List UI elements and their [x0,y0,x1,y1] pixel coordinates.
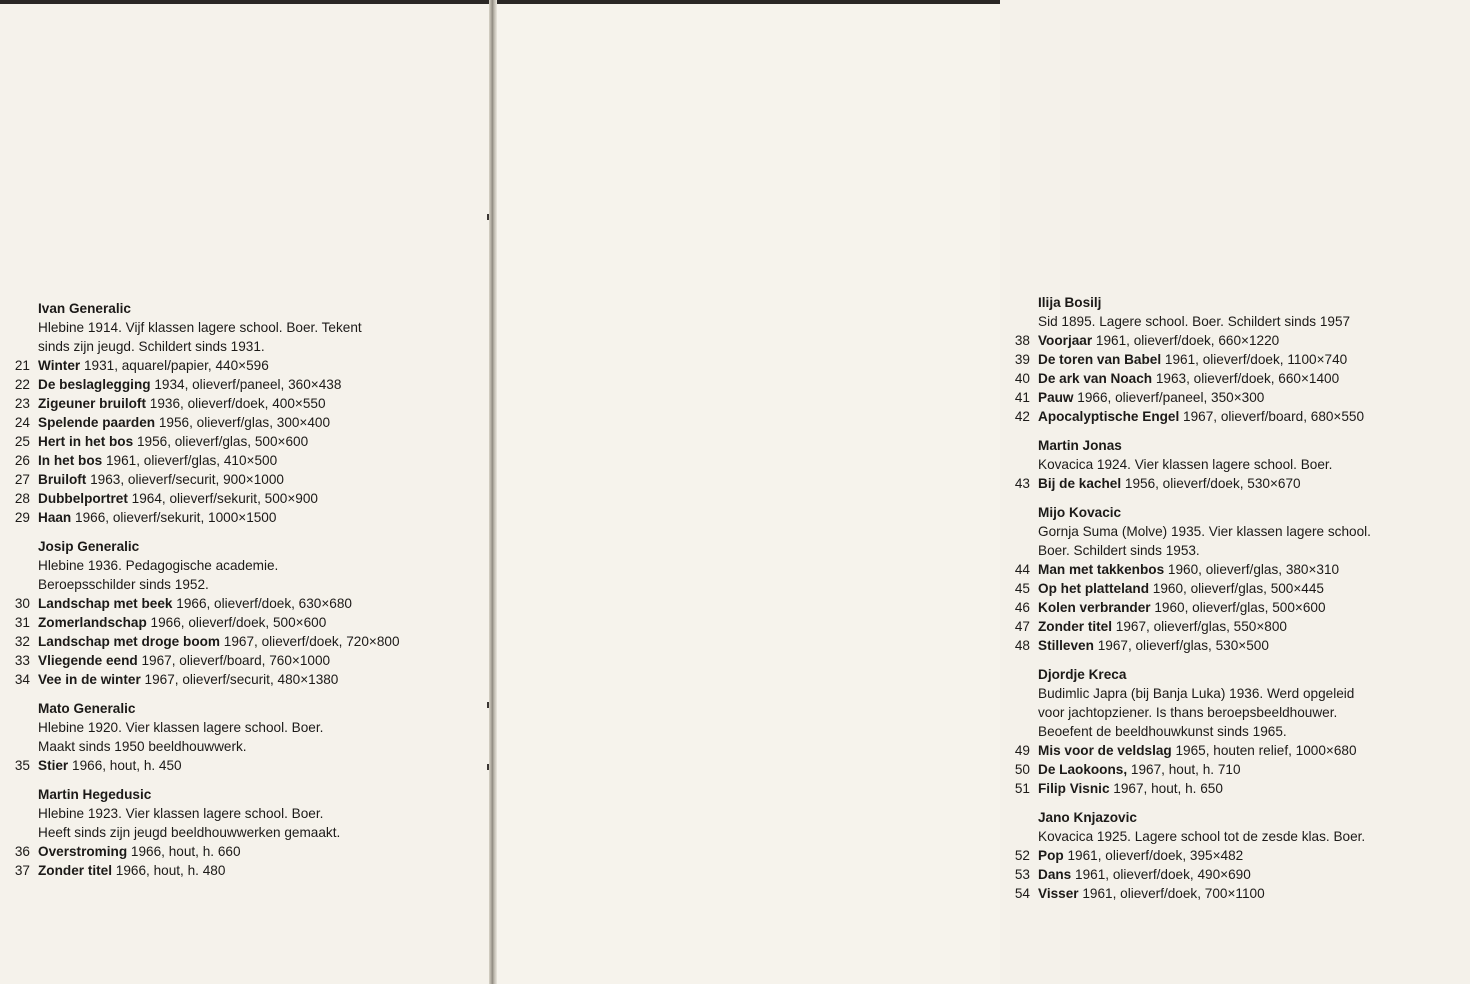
artist-bio: Kovacica 1924. Vier klassen lagere school. Boer. [1038,457,1333,472]
work-details: 1961, olieverf/doek, 700×1100 [1078,886,1265,901]
work-number: 44 [1014,562,1030,577]
artist-name: Ivan Generalic [38,301,131,316]
work-title: Zomerlandschap [38,615,147,630]
work-title: Man met takkenbos [1038,562,1165,577]
work-number: 34 [14,672,30,687]
work-number: 25 [14,434,30,449]
work-title: Stier [38,758,69,773]
artist-name: Djordje Kreca [1038,667,1127,682]
binding-mark [487,214,489,220]
work-title: Stilleven [1038,638,1094,653]
work-title: De ark van Noach [1038,371,1153,386]
binding-mark [487,702,489,708]
artist-name: Mato Generalic [38,701,136,716]
work-title: Hert in het bos [38,434,134,449]
artist-section [1000,503,1470,655]
artist-section [0,699,470,775]
work-number: 49 [1014,743,1030,758]
work-title: Zigeuner bruiloft [38,396,146,411]
work-details: 1934, olieverf/paneel, 360×438 [150,377,342,392]
work-number: 33 [14,653,30,668]
work-details: 1963, olieverf/securit, 900×1000 [86,472,284,487]
work-number: 48 [1014,638,1030,653]
work-entry [0,861,470,880]
work-details: 1936, olieverf/doek, 400×550 [146,396,326,411]
artist-bio: Hlebine 1923. Vier klassen lagere school. Boer. Heeft sinds zijn jeugd beeldhouwwerken gemaakt. [38,806,341,840]
work-entry [1000,579,1470,598]
left-catalog-column [0,299,470,890]
work-details: 1965, houten relief, 1000×680 [1171,743,1357,758]
work-number: 38 [1014,333,1030,348]
work-details: 1966, olieverf/paneel, 350×300 [1073,390,1265,405]
work-title: Filip Visnic [1038,781,1110,796]
work-entry [1000,846,1470,865]
work-number: 26 [14,453,30,468]
work-number: 42 [1014,409,1030,424]
work-entry [0,632,470,651]
work-title: Op het platteland [1038,581,1150,596]
work-number: 23 [14,396,30,411]
work-details: 1967, olieverf/securit, 480×1380 [140,672,339,687]
work-title: Landschap met droge boom [38,634,221,649]
work-title: Winter [38,358,81,373]
artist-name: Josip Generalic [38,539,140,554]
artist-name: Jano Knjazovic [1038,810,1137,825]
work-entry [1000,598,1470,617]
work-details: 1966, hout, h. 450 [68,758,182,773]
work-number: 24 [14,415,30,430]
work-details: 1963, olieverf/doek, 660×1400 [1152,371,1340,386]
work-number: 40 [1014,371,1030,386]
work-title: Vee in de winter [38,672,141,687]
work-number: 27 [14,472,30,487]
work-number: 37 [14,863,30,878]
work-details: 1966, olieverf/doek, 630×680 [172,596,352,611]
work-title: De Laokoons, [1038,762,1128,777]
work-title: Zonder titel [1038,619,1113,634]
work-details: 1961, olieverf/glas, 410×500 [102,453,278,468]
work-number: 45 [1014,581,1030,596]
work-number: 30 [14,596,30,611]
work-details: 1956, olieverf/doek, 530×670 [1121,476,1301,491]
work-details: 1960, olieverf/glas, 500×445 [1149,581,1324,596]
work-details: 1967, olieverf/glas, 550×800 [1112,619,1287,634]
work-title: Spelende paarden [38,415,156,430]
artist-bio: Kovacica 1925. Lagere school tot de zesde klas. Boer. [1038,829,1366,844]
work-title: Pop [1038,848,1064,863]
work-entry [1000,474,1470,493]
artist-name: Martin Hegedusic [38,787,152,802]
work-number: 36 [14,844,30,859]
work-entry [0,451,470,470]
work-number: 28 [14,491,30,506]
work-details: 1967, hout, h. 650 [1109,781,1223,796]
work-title: Visser [1038,886,1079,901]
work-title: Zonder titel [38,863,113,878]
work-number: 51 [1014,781,1030,796]
work-title: In het bos [38,453,103,468]
work-details: 1961, olieverf/doek, 490×690 [1071,867,1251,882]
book-gutter [489,0,497,984]
work-details: 1967, olieverf/glas, 530×500 [1093,638,1269,653]
work-entry [0,413,470,432]
right-page [495,4,1371,984]
work-details: 1967, olieverf/doek, 720×800 [220,634,400,649]
work-entry [1000,407,1470,426]
work-number: 35 [14,758,30,773]
work-details: 1961, olieverf/doek, 1100×740 [1161,352,1348,367]
work-title: Pauw [1038,390,1074,405]
work-entry [1000,331,1470,350]
work-title: Vliegende eend [38,653,138,668]
artist-name: Mijo Kovacic [1038,505,1122,520]
work-number: 31 [14,615,30,630]
work-entry [0,356,470,375]
work-entry [0,613,470,632]
artist-bio: Sid 1895. Lagere school. Boer. Schildert sinds 1957 [1038,314,1351,329]
work-title: Apocalyptische Engel [1038,409,1180,424]
work-title: Overstroming [38,844,128,859]
work-title: De beslaglegging [38,377,151,392]
artist-section [1000,293,1470,426]
work-title: Kolen verbrander [1038,600,1151,615]
work-entry [1000,369,1470,388]
work-details: 1967, hout, h. 710 [1127,762,1241,777]
work-entry [0,470,470,489]
work-entry [1000,760,1470,779]
work-details: 1964, olieverf/sekurit, 500×900 [127,491,318,506]
work-details: 1960, olieverf/glas, 380×310 [1164,562,1340,577]
work-details: 1966, olieverf/doek, 500×600 [146,615,327,630]
work-entry [1000,636,1470,655]
artist-name: Ilija Bosilj [1038,295,1102,310]
work-title: Bruiloft [38,472,87,487]
work-number: 53 [1014,867,1030,882]
work-entry [0,756,470,775]
work-details: 1967, olieverf/board, 680×550 [1179,409,1365,424]
work-entry [0,670,470,689]
work-entry [1000,388,1470,407]
artist-bio: Gornja Suma (Molve) 1935. Vier klassen lagere school. Boer. Schildert sinds 1953. [1038,524,1371,558]
work-entry [0,432,470,451]
work-details: 1966, hout, h. 660 [127,844,241,859]
work-title: Mis voor de veldslag [1038,743,1172,758]
work-title: De toren van Babel [1038,352,1162,367]
work-number: 32 [14,634,30,649]
work-title: Voorjaar [1038,333,1093,348]
work-title: Bij de kachel [1038,476,1122,491]
work-title: Dans [1038,867,1072,882]
work-number: 47 [1014,619,1030,634]
work-entry [0,394,470,413]
work-number: 21 [14,358,30,373]
work-entry [0,842,470,861]
work-number: 50 [1014,762,1030,777]
work-number: 46 [1014,600,1030,615]
work-entry [1000,779,1470,798]
work-number: 52 [1014,848,1030,863]
work-details: 1931, aquarel/papier, 440×596 [80,358,269,373]
artist-section [0,537,470,689]
work-details: 1967, olieverf/board, 760×1000 [137,653,331,668]
work-entry [1000,865,1470,884]
work-entry [0,489,470,508]
work-entry [0,594,470,613]
artist-bio: Hlebine 1920. Vier klassen lagere school. Boer. Maakt sinds 1950 beeldhouwwerk. [38,720,324,754]
artist-bio: Hlebine 1936. Pedagogische academie. Beroepsschilder sinds 1952. [38,558,279,592]
work-details: 1961, olieverf/doek, 395×482 [1063,848,1244,863]
work-entry [0,508,470,527]
work-details: 1956, olieverf/glas, 500×600 [133,434,309,449]
work-number: 54 [1014,886,1030,901]
work-details: 1966, olieverf/sekurit, 1000×1500 [71,510,277,525]
work-entry [0,651,470,670]
work-entry [1000,560,1470,579]
artist-section [1000,665,1470,798]
artist-name: Martin Jonas [1038,438,1122,453]
work-title: Dubbelportret [38,491,128,506]
work-entry [0,375,470,394]
artist-section [0,299,470,527]
work-number: 41 [1014,390,1030,405]
left-page [0,4,491,984]
work-details: 1960, olieverf/glas, 500×600 [1150,600,1326,615]
work-entry [1000,884,1470,903]
work-title: Haan [38,510,72,525]
work-entry [1000,617,1470,636]
work-entry [1000,741,1470,760]
artist-section [1000,808,1470,903]
artist-bio: Hlebine 1914. Vijf klassen lagere school. Boer. Tekent sinds zijn jeugd. Schildert sinds 1931. [38,320,362,354]
right-catalog-column [1000,293,1470,913]
work-number: 43 [1014,476,1030,491]
artist-section [0,785,470,880]
work-number: 22 [14,377,30,392]
artist-bio: Budimlic Japra (bij Banja Luka) 1936. Werd opgeleid voor jachtopziener. Is thans beroepsbeeldhouwer. Beoefent de beeldhouwkunst sinds 1965. [1038,686,1355,739]
work-details: 1966, hout, h. 480 [112,863,226,878]
work-number: 39 [1014,352,1030,367]
artist-section [1000,436,1470,493]
work-details: 1961, olieverf/doek, 660×1220 [1092,333,1280,348]
work-title: Landschap met beek [38,596,173,611]
binding-mark [487,764,489,770]
work-details: 1956, olieverf/glas, 300×400 [155,415,331,430]
work-number: 29 [14,510,30,525]
work-entry [1000,350,1470,369]
